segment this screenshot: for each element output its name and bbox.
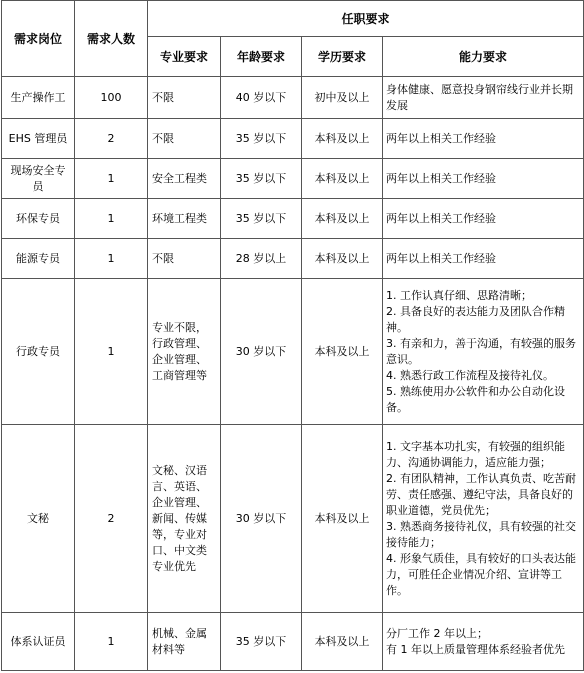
count-cell: 1 <box>75 159 148 199</box>
job-requirements-table <box>1 0 584 671</box>
ability-line: 3. 熟悉商务接待礼仪，具有较强的社交接待能力； <box>386 519 576 549</box>
header-requirements: 任职要求 <box>148 1 584 37</box>
ability-line: 有 1 年以上质量管理体系经验者优先 <box>386 642 565 656</box>
ability-line: 1. 文字基本功扎实，有较强的组织能力、沟通协调能力，适应能力强； <box>386 439 565 469</box>
table-row <box>2 613 584 671</box>
ability-cell <box>383 199 584 239</box>
table-row <box>2 119 584 159</box>
education-cell: 本科及以上 <box>302 199 383 239</box>
major-cell: 文秘、汉语言、英语、企业管理、新闻、传媒等，专业对口、中文类专业优先 <box>148 425 221 613</box>
ability-cell <box>383 239 584 279</box>
table-row <box>2 199 584 239</box>
count-cell: 1 <box>75 199 148 239</box>
table-row <box>2 159 584 199</box>
major-cell: 不限 <box>148 119 221 159</box>
major-cell: 环境工程类 <box>148 199 221 239</box>
ability-cell <box>383 279 584 425</box>
header-major: 专业要求 <box>148 37 221 77</box>
education-cell: 初中及以上 <box>302 77 383 119</box>
ability-line: 5. 熟练使用办公软件和办公自动化设备。 <box>386 384 565 414</box>
education-cell: 本科及以上 <box>302 159 383 199</box>
ability-line: 1. 工作认真仔细、思路清晰； <box>386 288 532 302</box>
major-cell: 安全工程类 <box>148 159 221 199</box>
count-cell: 100 <box>75 77 148 119</box>
ability-line: 4. 形象气质佳，具有较好的口头表达能力，可胜任企业情况介绍、宣讲等工作。 <box>386 551 576 597</box>
table-row <box>2 425 584 613</box>
major-cell: 专业不限，行政管理、企业管理、工商管理等 <box>148 279 221 425</box>
header-position: 需求岗位 <box>2 1 75 77</box>
ability-line: 2. 有团队精神，工作认真负责、吃苦耐劳、责任感强、遵纪守法，具备良好的职业道德，党员优先； <box>386 471 576 517</box>
ability-cell <box>383 425 584 613</box>
table-row <box>2 239 584 279</box>
education-cell: 本科及以上 <box>302 239 383 279</box>
ability-line: 两年以上相关工作经验 <box>386 171 496 185</box>
table-row <box>2 77 584 119</box>
position-cell: 文秘 <box>2 425 75 613</box>
position-cell: 体系认证员 <box>2 613 75 671</box>
header-age: 年龄要求 <box>221 37 302 77</box>
major-cell: 不限 <box>148 239 221 279</box>
education-cell: 本科及以上 <box>302 119 383 159</box>
education-cell: 本科及以上 <box>302 279 383 425</box>
education-cell: 本科及以上 <box>302 613 383 671</box>
header-count: 需求人数 <box>75 1 148 77</box>
ability-line: 分厂工作 2 年以上； <box>386 626 488 640</box>
age-cell: 40 岁以下 <box>221 77 302 119</box>
age-cell: 35 岁以下 <box>221 159 302 199</box>
position-cell: 环保专员 <box>2 199 75 239</box>
position-cell: 生产操作工 <box>2 77 75 119</box>
count-cell: 2 <box>75 425 148 613</box>
ability-line: 2. 具备良好的表达能力及团队合作精神。 <box>386 304 565 334</box>
ability-line: 两年以上相关工作经验 <box>386 211 496 225</box>
position-cell: 能源专员 <box>2 239 75 279</box>
ability-line: 4. 熟悉行政工作流程及接待礼仪。 <box>386 368 554 382</box>
age-cell: 35 岁以下 <box>221 119 302 159</box>
age-cell: 35 岁以下 <box>221 199 302 239</box>
count-cell: 1 <box>75 613 148 671</box>
ability-line: 3. 有亲和力，善于沟通，有较强的服务意识。 <box>386 336 576 366</box>
position-cell: 现场安全专员 <box>2 159 75 199</box>
education-cell: 本科及以上 <box>302 425 383 613</box>
header-ability: 能力要求 <box>383 37 584 77</box>
age-cell: 30 岁以下 <box>221 425 302 613</box>
header-education: 学历要求 <box>302 37 383 77</box>
age-cell: 35 岁以下 <box>221 613 302 671</box>
age-cell: 28 岁以上 <box>221 239 302 279</box>
ability-cell <box>383 119 584 159</box>
ability-cell <box>383 77 584 119</box>
ability-cell <box>383 613 584 671</box>
position-cell: EHS 管理员 <box>2 119 75 159</box>
ability-line: 两年以上相关工作经验 <box>386 251 496 265</box>
age-cell: 30 岁以下 <box>221 279 302 425</box>
ability-cell <box>383 159 584 199</box>
count-cell: 1 <box>75 279 148 425</box>
ability-line: 身体健康、愿意投身钢帘线行业并长期发展 <box>386 82 573 112</box>
table-row <box>2 279 584 425</box>
position-cell: 行政专员 <box>2 279 75 425</box>
count-cell: 2 <box>75 119 148 159</box>
major-cell: 不限 <box>148 77 221 119</box>
count-cell: 1 <box>75 239 148 279</box>
ability-line: 两年以上相关工作经验 <box>386 131 496 145</box>
major-cell: 机械、金属材料等 <box>148 613 221 671</box>
